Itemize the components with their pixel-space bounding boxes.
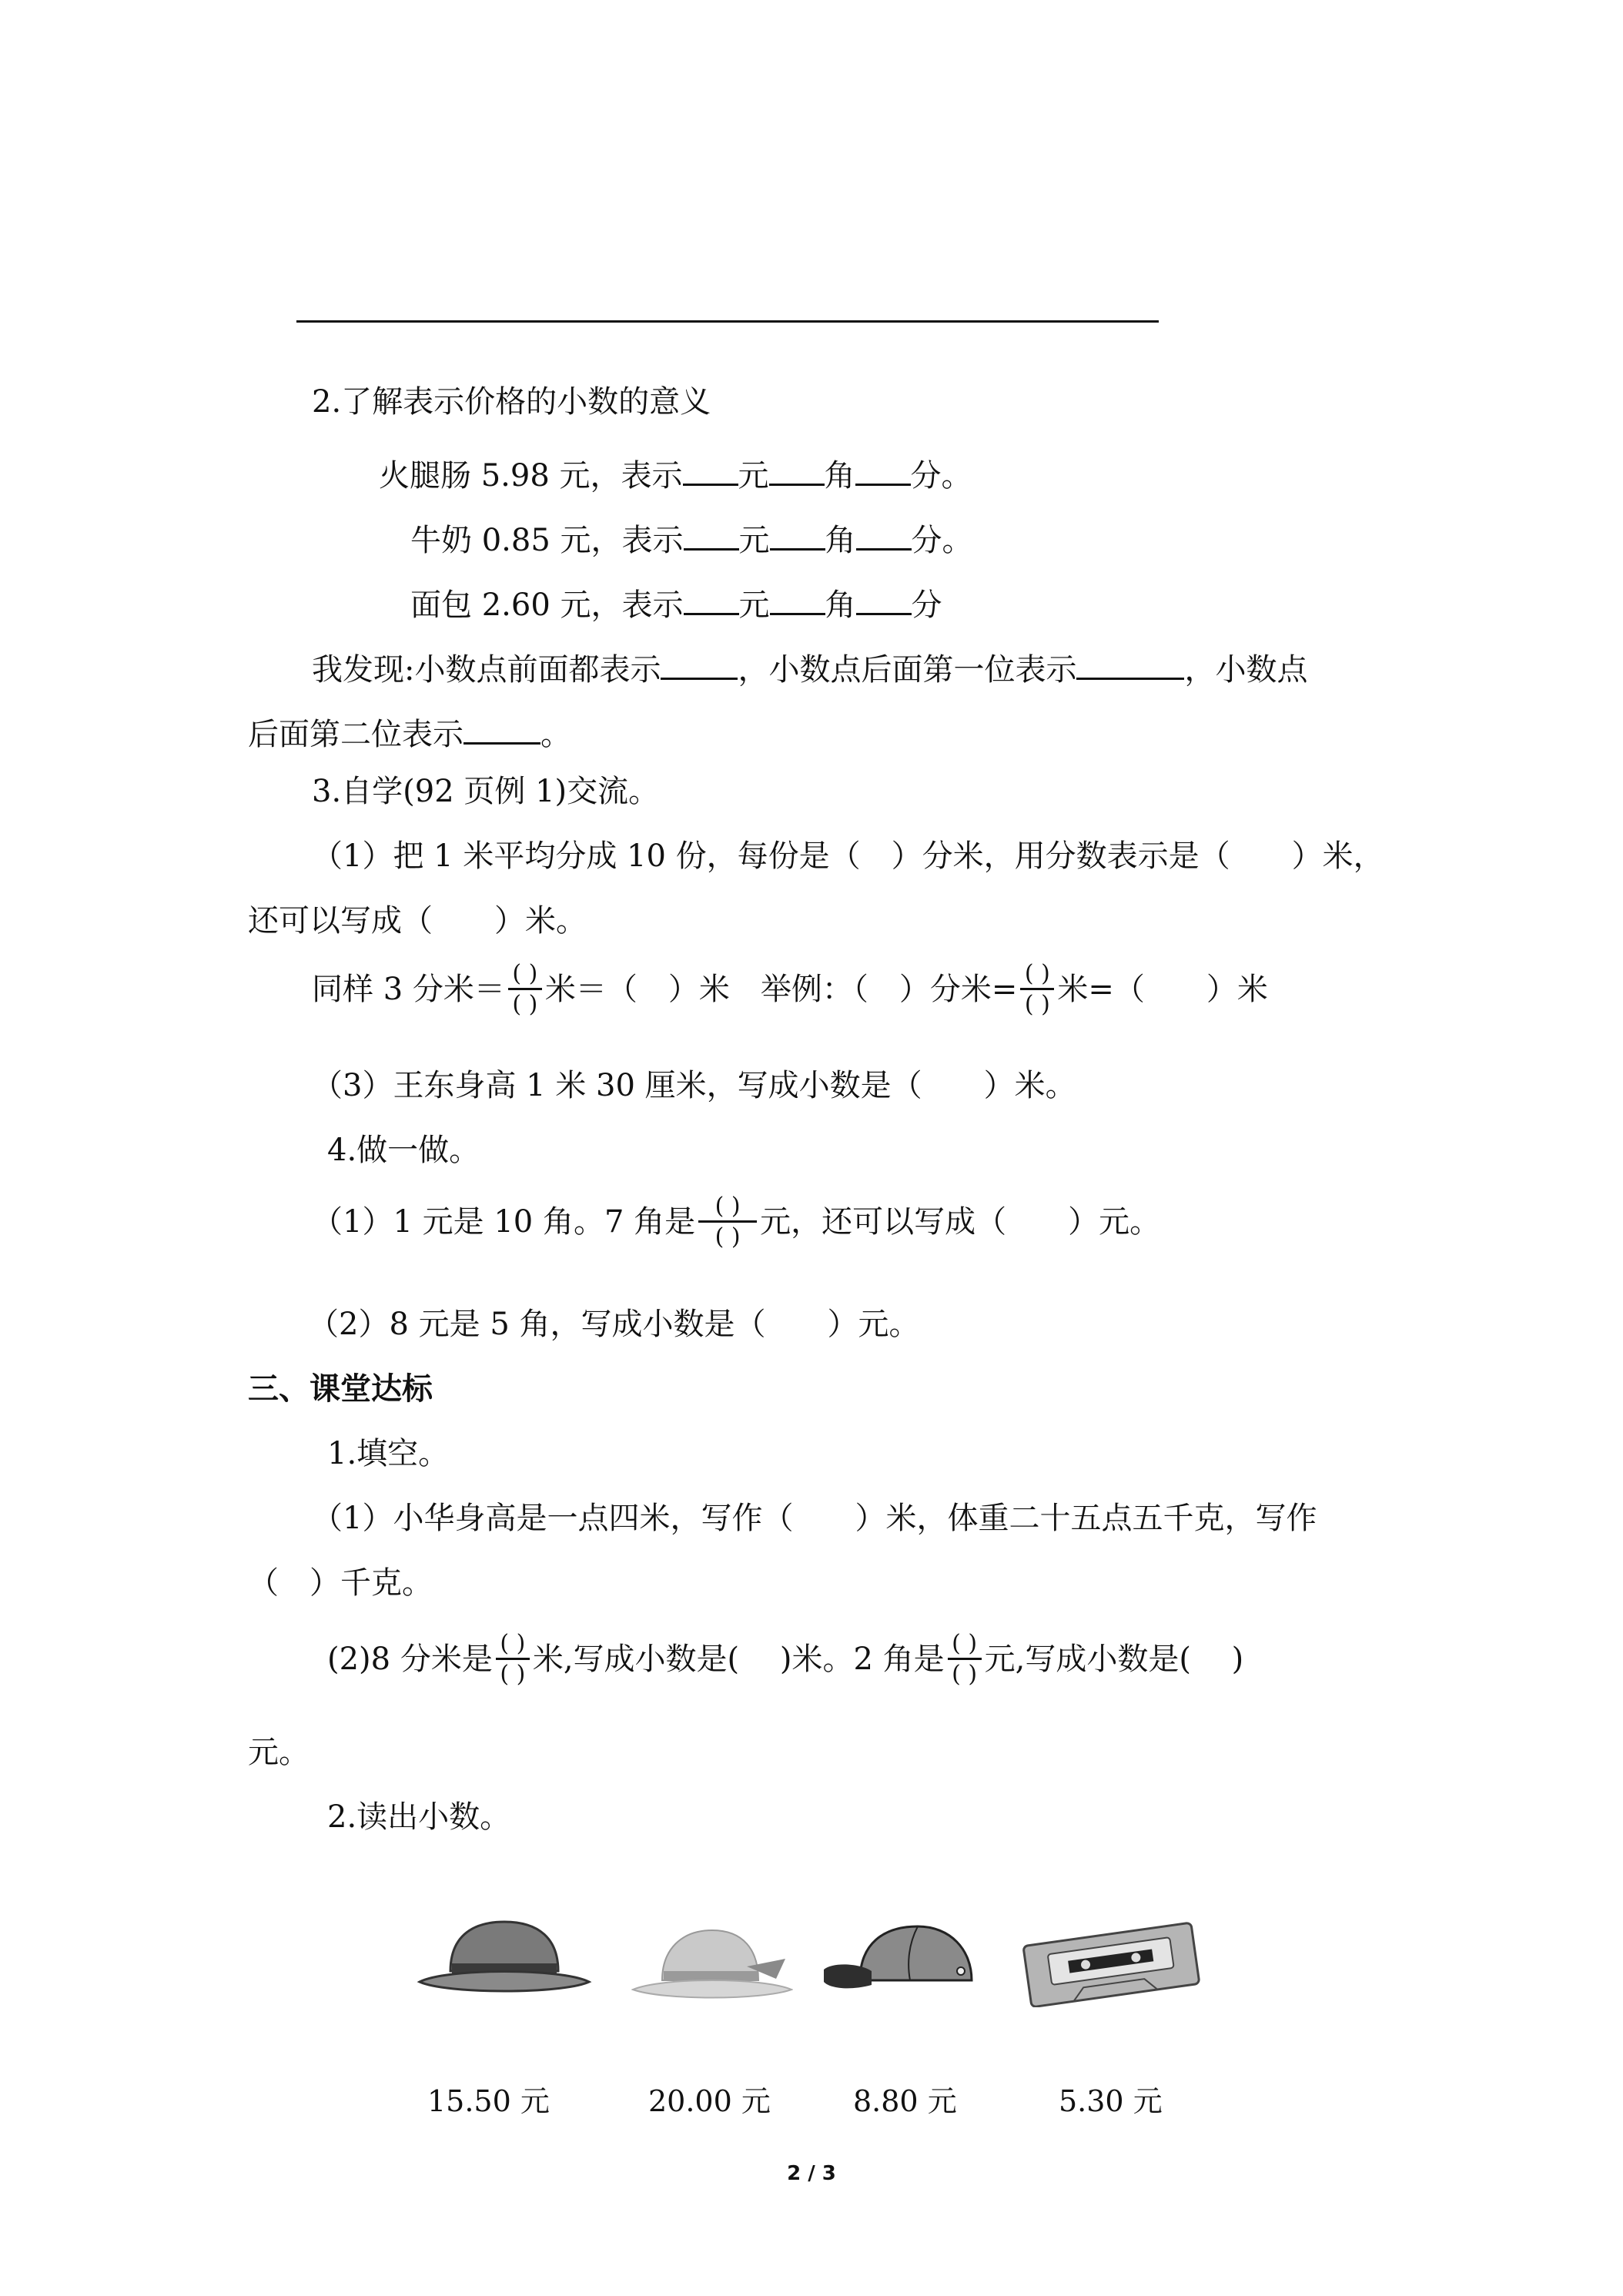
fill-q1-line1: （1）小华身高是一点四米，写作（ ）米，体重二十五点五千克，写作 (312, 1501, 1317, 1536)
section-heading: 三、课堂达标 (248, 1371, 433, 1407)
fraction: $\frac{( )}{( )}$ (948, 1631, 982, 1687)
section-3-title: 3.自学(92 页例 1)交流。 (312, 774, 660, 809)
s3-q1-line1: （1）把 1 米平均分成 10 份，每份是（ ）分米，用分数表示是（ ）米， (312, 838, 1384, 874)
baseball-cap-icon (818, 1917, 979, 2002)
price-label-3: 8.80 元 (853, 2084, 957, 2118)
fraction: $\frac{( )}{( )}$ (1020, 961, 1054, 1017)
fill-q1-line2: （ ）千克。 (248, 1565, 433, 1601)
price-label-4: 5.30 元 (1059, 2084, 1163, 2118)
section-4-title: 4.做一做。 (327, 1133, 480, 1168)
top-divider (296, 320, 1159, 323)
fraction: $\frac{( )}{( )}$ (698, 1193, 757, 1250)
read-title: 2.读出小数。 (327, 1799, 511, 1835)
milk-line: 牛奶 0.85 元，表示 元 角 分。 (410, 517, 973, 556)
cassette-tape-icon (1015, 1919, 1207, 2007)
bread-line: 面包 2.60 元，表示 元 角 分 (410, 582, 942, 621)
s3-q1-line2: 还可以写成（ ）米。 (248, 903, 587, 939)
section-2-title: 2.了解表示价格的小数的意义 (312, 384, 711, 420)
price-label-2: 20.00 元 (648, 2084, 771, 2118)
fill-q2: (2)8 分米是 $\frac{( )}{( )}$ 米,写成小数是( )米。2 角是 $\frac{( )}{( )}$ 元,写成小数是( ) (327, 1630, 1244, 1688)
fill-title: 1.填空。 (327, 1436, 450, 1471)
fraction: $\frac{( )}{( )}$ (508, 961, 542, 1017)
s4-q1: （1）1 元是 10 角。7 角是 $\frac{( )}{( )}$ 元，还可以写成（ ）元。 (312, 1193, 1161, 1250)
s4-q2: （2）8 元是 5 角，写成小数是（ ）元。 (308, 1307, 920, 1342)
page-number: 2 / 3 (787, 2162, 836, 2185)
discovery-line-1: 我发现:小数点前面都表示 ，小数点后面第一位表示 ，小数点 (312, 647, 1307, 685)
fedora-hat-icon (416, 1908, 593, 2008)
ham-line: 火腿肠 5.98 元，表示 元 角 分。 (379, 453, 972, 491)
fraction: $\frac{( )}{( )}$ (496, 1631, 530, 1687)
s3-q3: （3）王东身高 1 米 30 厘米，写成小数是（ ）米。 (312, 1068, 1076, 1103)
fill-q2-line2: 元。 (248, 1735, 310, 1770)
sun-hat-icon (631, 1919, 793, 2007)
price-label-1: 15.50 元 (427, 2084, 550, 2118)
s3-same-line: 同样 3 分米＝ $\frac{( )}{( )}$ 米＝（ ）米 举例：（ ）分米= $\frac{( )}{( )}$ 米=（ ）米 (312, 960, 1268, 1018)
discovery-line-2: 后面第二位表示 。 (248, 711, 571, 750)
